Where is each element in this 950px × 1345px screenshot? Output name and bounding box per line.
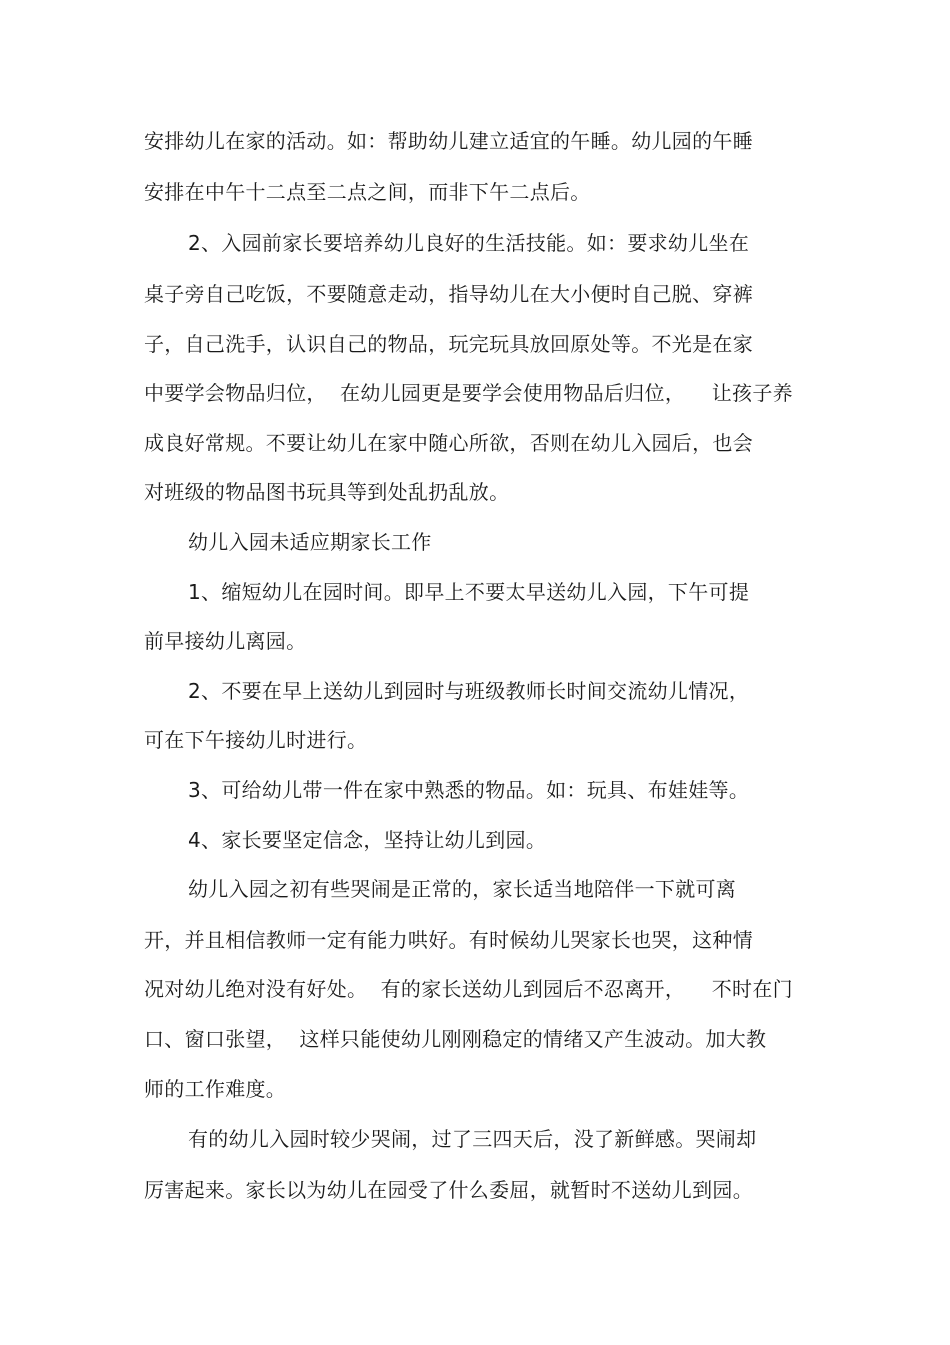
text-line: 有的幼儿入园时较少哭闹，过了三四天后，没了新鲜感。哭闹却	[188, 1127, 757, 1151]
text-line: 幼儿入园之初有些哭闹是正常的，家长适当地陪伴一下就可离	[188, 877, 737, 901]
section-heading: 幼儿入园未适应期家长工作	[188, 530, 432, 554]
text-line: 况对幼儿绝对没有好处。 有的家长送幼儿到园后不忍离开， 不时在门	[144, 977, 793, 1001]
text-line: 4、家长要坚定信念，坚持让幼儿到园。	[188, 828, 547, 852]
text-line: 口、窗口张望， 这样只能使幼儿刚刚稳定的情绪又产生波动。加大教	[144, 1027, 767, 1051]
text-line: 前早接幼儿离园。	[144, 629, 307, 653]
text-line: 2、不要在早上送幼儿到园时与班级教师长时间交流幼儿情况，	[188, 679, 750, 703]
text-line: 1、缩短幼儿在园时间。即早上不要太早送幼儿入园，下午可提	[188, 580, 750, 604]
text-line: 安排幼儿在家的活动。如：帮助幼儿建立适宜的午睡。幼儿园的午睡	[144, 129, 753, 153]
text-line: 厉害起来。家长以为幼儿在园受了什么委屈，就暂时不送幼儿到园。	[144, 1178, 753, 1202]
text-line: 桌子旁自己吃饭，不要随意走动，指导幼儿在大小便时自己脱、穿裤	[144, 282, 753, 306]
text-line: 安排在中午十二点至二点之间，而非下午二点后。	[144, 180, 591, 204]
text-line: 2、入园前家长要培养幼儿良好的生活技能。如：要求幼儿坐在	[188, 231, 750, 255]
text-line: 可在下午接幼儿时进行。	[144, 728, 368, 752]
text-line: 子，自己洗手，认识自己的物品，玩完玩具放回原处等。不光是在家	[144, 332, 753, 356]
text-line: 开，并且相信教师一定有能力哄好。有时候幼儿哭家长也哭，这种情	[144, 928, 753, 952]
text-line: 3、可给幼儿带一件在家中熟悉的物品。如：玩具、布娃娃等。	[188, 778, 750, 802]
text-line: 中要学会物品归位， 在幼儿园更是要学会使用物品后归位， 让孩子养	[144, 381, 793, 405]
text-line: 成良好常规。不要让幼儿在家中随心所欲，否则在幼儿入园后，也会	[144, 431, 753, 455]
text-line: 师的工作难度。	[144, 1077, 287, 1101]
text-line: 对班级的物品图书玩具等到处乱扔乱放。	[144, 480, 510, 504]
